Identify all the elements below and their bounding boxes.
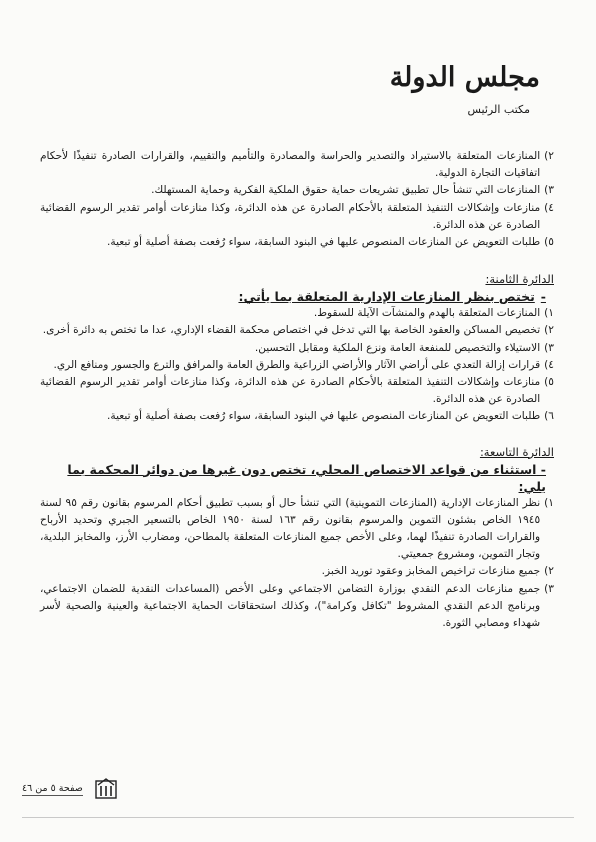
item-number: ٤) — [544, 201, 554, 214]
item-text: منازعات وإشكالات التنفيذ المتعلقة بالأحكام الصادرة عن هذه الدائرة، وكذا منازعات أوامر تقدير الرسوم القضائية الصادرة عن هذه الدائرة. — [40, 376, 541, 406]
item-text: منازعات وإشكالات التنفيذ المتعلقة بالأحكام الصادرة عن هذه الدائرة، وكذا منازعات أوامر تقدير الرسوم القضائية الصادرة عن هذه الدائرة. — [40, 201, 541, 231]
item-number: ٦) — [544, 410, 554, 423]
letterhead — [390, 64, 540, 116]
item-number: ٣) — [544, 582, 554, 595]
list-item — [40, 200, 554, 234]
list-item — [40, 322, 554, 339]
letterhead-title: مجلس الدولة — [389, 62, 540, 93]
item-number: ٥) — [544, 376, 554, 389]
list-item — [40, 234, 554, 251]
list-item — [40, 357, 554, 374]
item-text: طلبات التعويض عن المنازعات المنصوص عليها في البنود السابقة، سواء رُفعت بصفة أصلية أو تبعية. — [107, 236, 541, 249]
list-item — [40, 563, 554, 580]
list-item — [40, 581, 554, 633]
list-item — [40, 340, 554, 357]
circle9-subheading: - استثناء من قواعد الاختصاص المحلي، تختص دون غيرها من دوائر المحكمة بما يلي: — [67, 461, 546, 494]
item-text: المنازعات التي تنشأ حال تطبيق تشريعات حماية حقوق الملكية الفكرية وحماية المستهلك. — [151, 184, 541, 197]
item-text: نظر المنازعات الإدارية (المنازعات التموينية) التي تنشأ حال أو بسبب تطبيق أحكام المرسوم بقانون رقم ٩٥ لسنة ١٩٤٥ الخاص بشئون التموين والمرسوم بقانون رقم ١٦٣ لسنة ١٩٥٠ الخاص بالتسعير الجبري وتحديد الأرباح والقرارات الصادرة تنفيذًا لهما، وعلى الأخص جميع المنازعات المتعلقة بالمطاحن، ومضارب الأرز، والمخابز البلدية، وتجار التموين، ومشروع جمعيتي. — [40, 496, 541, 561]
page-number: صفحة ٥ من ٤٦ — [22, 782, 83, 794]
state-council-seal-icon — [93, 776, 119, 802]
circle9-heading: الدائرة التاسعة: — [479, 444, 554, 459]
circle8-heading: الدائرة الثامنة: — [485, 272, 554, 287]
item-number: ٣) — [544, 184, 554, 197]
item-number: ٣) — [544, 341, 554, 354]
item-text: المنازعات المتعلقة بالاستيراد والتصدير والحراسة والمصادرة والتأميم والتقييم، والقرارات الصادرة تنفيذًا لأحكام اتفاقيات التجارة الدولية. — [40, 150, 541, 180]
list-item — [40, 374, 554, 408]
item-number: ٥) — [544, 236, 554, 249]
letterhead-subtitle: مكتب الرئيس — [467, 103, 530, 116]
item-number: ١) — [544, 496, 554, 509]
list-item — [40, 495, 554, 564]
circle7-continued-list — [40, 148, 554, 251]
item-number: ١) — [544, 307, 554, 320]
item-text: جميع منازعات الدعم النقدي بوزارة التضامن الاجتماعي وعلى الأخص (المساعدات النقدية للضمان الاجتماعي، وبرنامج الدعم النقدي المشروط "تكافل وكرامة")، وكذلك استحقاقات الحماية الاجتماعية والعينية والصحية لأسر شهداء ومصابي الثورة. — [40, 582, 541, 630]
list-item — [40, 148, 554, 182]
page-footer — [22, 776, 119, 802]
item-text: قرارات إزالة التعدي على أراضي الآثار والأراضي الزراعية والطرق العامة والمرافق والترع والجسور ومنافع الري. — [53, 358, 541, 371]
item-text: تخصيص المساكن والعقود الخاصة بها التي تدخل في اختصاص محكمة القضاء الإداري، عدا ما تختص به دائرة أخرى. — [42, 324, 541, 337]
list-item — [40, 408, 554, 425]
item-text: جميع منازعات تراخيص المخابز وعقود توريد الخبز. — [321, 565, 541, 578]
item-number: ٢) — [544, 324, 554, 337]
item-number: ٢) — [544, 565, 554, 578]
list-item — [40, 182, 554, 199]
document-body — [40, 148, 554, 632]
item-number: ٢) — [544, 150, 554, 162]
circle8-list — [40, 305, 554, 425]
circle8-subheading: -تختص بنظر المنازعات الإدارية المتعلقة بما يأتي: — [238, 289, 546, 305]
item-number: ٤) — [544, 358, 554, 371]
item-text: طلبات التعويض عن المنازعات المنصوص عليها في البنود السابقة، سواء رُفعت بصفة أصلية أو تبعية. — [107, 410, 541, 423]
item-text: المنازعات المتعلقة بالهدم والمنشآت الآيلة للسقوط. — [313, 307, 541, 320]
footer-divider — [22, 817, 574, 818]
item-text: الاستيلاء والتخصيص للمنفعة العامة ونزع الملكية ومقابل التحسين. — [254, 341, 541, 354]
circle9-list — [40, 495, 554, 633]
list-item — [40, 305, 554, 322]
